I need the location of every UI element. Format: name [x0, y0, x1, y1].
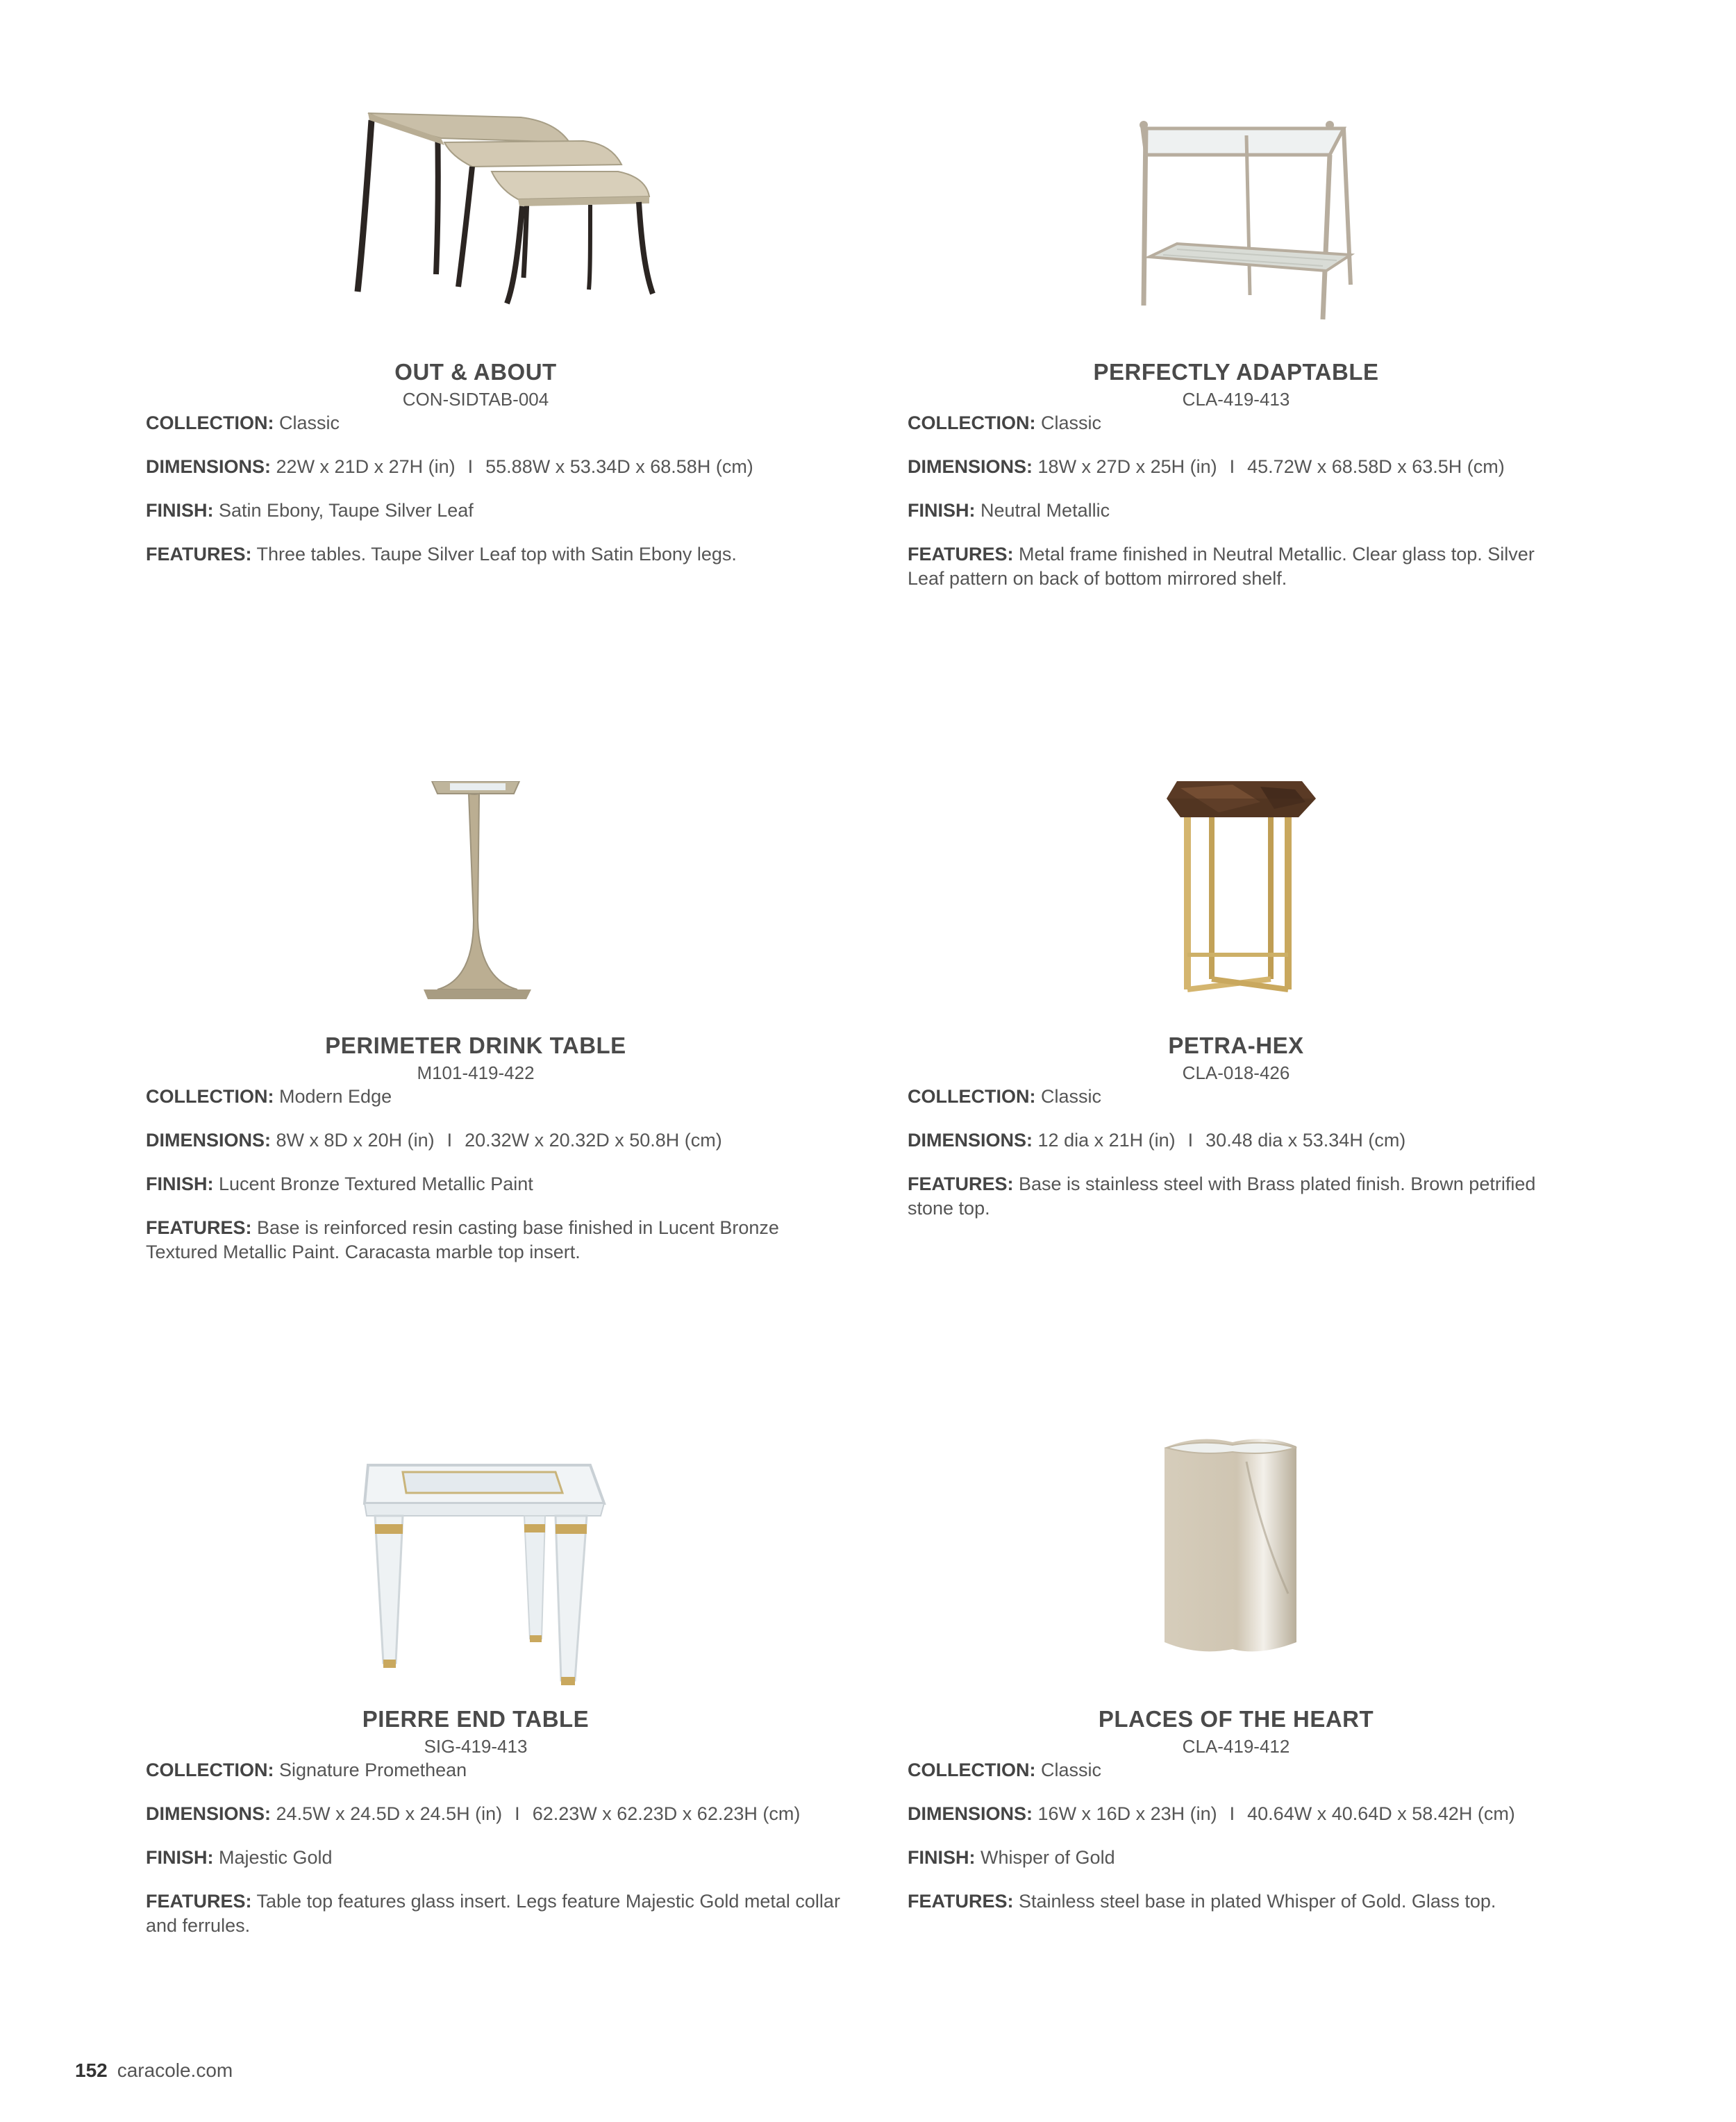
spec-collection: COLLECTION: Classic	[908, 1086, 1102, 1107]
spec-finish: FINISH: Neutral Metallic	[908, 500, 1110, 521]
product-image-hex-stone-table	[871, 781, 1601, 1031]
spec-dimensions: DIMENSIONS: 24.5W x 24.5D x 24.5H (in) I 62.23W x 62.23D x 62.23H (cm)	[146, 1803, 801, 1824]
spec-dimensions: DIMENSIONS: 18W x 27D x 25H (in) I 45.72W x 68.58D x 63.5H (cm)	[908, 456, 1505, 477]
product-name: PERIMETER DRINK TABLE	[325, 1033, 626, 1058]
spec-features: FEATURES: Base is stainless steel with Brass plated finish. Brown petrified stone top.	[908, 1173, 1536, 1219]
spec-collection: COLLECTION: Modern Edge	[146, 1086, 392, 1107]
spec-collection: COLLECTION: Classic	[908, 1760, 1102, 1780]
spec-features: FEATURES: Stainless steel base in plated Whisper of Gold. Glass top.	[908, 1891, 1496, 1912]
spec-dimensions: DIMENSIONS: 16W x 16D x 23H (in) I 40.64W x 40.64D x 58.42H (cm)	[908, 1803, 1515, 1824]
page-number: 152	[75, 2060, 108, 2081]
product-sku: SIG-419-413	[424, 1736, 528, 1757]
product-sku: CLA-018-426	[1182, 1062, 1290, 1083]
product-name: PERFECTLY ADAPTABLE	[1093, 359, 1379, 385]
product-sku: M101-419-422	[417, 1062, 535, 1083]
product-image-oval-pedestal-table	[871, 1434, 1601, 1663]
spec-dimensions: DIMENSIONS: 8W x 8D x 20H (in) I 20.32W x 20.32D x 50.8H (cm)	[146, 1130, 722, 1151]
spec-finish: FINISH: Lucent Bronze Textured Metallic Paint	[146, 1173, 533, 1194]
product-image-acrylic-end-table	[111, 1455, 840, 1705]
spec-features: FEATURES: Metal frame finished in Neutral Metallic. Clear glass top. Silver Leaf pattern on back of bottom mirrored shelf.	[908, 544, 1535, 589]
product-image-glass-side-table	[871, 108, 1601, 358]
spec-dimensions: DIMENSIONS: 22W x 21D x 27H (in) I 55.88W x 53.34D x 68.58H (cm)	[146, 456, 753, 477]
product-image-nesting-tables	[111, 108, 840, 358]
spec-features: FEATURES: Table top features glass insert. Legs feature Majestic Gold metal collar and ferrules.	[146, 1891, 840, 1936]
spec-collection: COLLECTION: Signature Promethean	[146, 1760, 467, 1780]
product-sku: CON-SIDTAB-004	[402, 389, 549, 410]
spec-finish: FINISH: Majestic Gold	[146, 1847, 333, 1868]
spec-collection: COLLECTION: Classic	[146, 412, 340, 433]
product-image-pedestal-drink-table	[111, 781, 840, 1031]
spec-features: FEATURES: Base is reinforced resin casting base finished in Lucent Bronze Textured Metallic Paint. Caracasta marble top insert.	[146, 1217, 779, 1262]
page-footer	[75, 2060, 233, 2082]
spec-collection: COLLECTION: Classic	[908, 412, 1102, 433]
product-sku: CLA-419-413	[1182, 389, 1290, 410]
product-name: PLACES OF THE HEART	[1098, 1706, 1374, 1732]
product-name: OUT & ABOUT	[394, 359, 557, 385]
spec-finish: FINISH: Satin Ebony, Taupe Silver Leaf	[146, 500, 474, 521]
product-sku: CLA-419-412	[1182, 1736, 1290, 1757]
spec-features: FEATURES: Three tables. Taupe Silver Leaf top with Satin Ebony legs.	[146, 544, 737, 565]
product-name: PIERRE END TABLE	[362, 1706, 590, 1732]
site-url: caracole.com	[117, 2060, 233, 2081]
spec-dimensions: DIMENSIONS: 12 dia x 21H (in) I 30.48 dia x 53.34H (cm)	[908, 1130, 1406, 1151]
product-name: PETRA-HEX	[1168, 1033, 1304, 1058]
spec-finish: FINISH: Whisper of Gold	[908, 1847, 1115, 1868]
